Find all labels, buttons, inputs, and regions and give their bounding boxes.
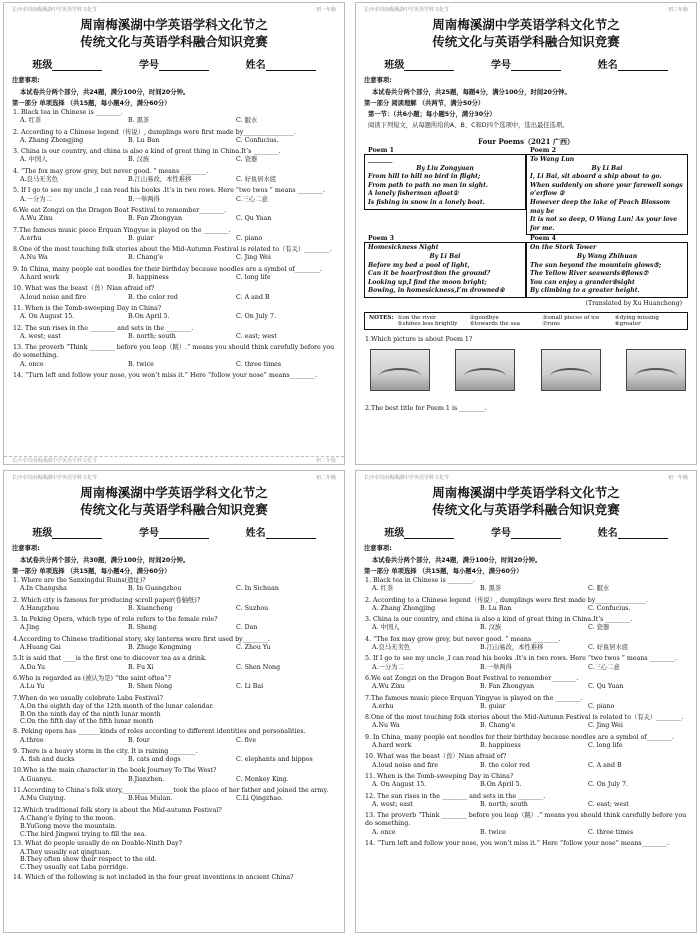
question: 9. In China, many people eat noodles for their birthday because noodles are a symbol of________. <box>365 733 674 741</box>
question: 4. “The fox may grow grey, but never good. ” means ________. <box>13 167 209 175</box>
answer-options <box>356 585 696 593</box>
answer-options <box>356 801 696 809</box>
option-picture-a[interactable] <box>370 349 430 391</box>
answer-option[interactable]: B. Chang’e <box>128 254 164 262</box>
part-title: 第一部分 阅读理解 （共两节，满分50分） <box>364 100 485 107</box>
answer-option[interactable]: C. On July 7. <box>236 313 276 321</box>
notes-box: NOTES: ①on the river ②goodbye ③small pieces of ice ④dying missing ⑤shines less brightly ⑥towards the sea ⑦runs ⑧greater <box>364 312 688 330</box>
question: 2. According to a Chinese legend（传说）, dumplings were first made by________________. <box>13 128 296 136</box>
answer-option[interactable]: C. east; west <box>588 800 629 808</box>
id-field[interactable] <box>511 538 561 539</box>
answer-option[interactable]: C. Monkey King. <box>236 775 289 783</box>
answer-option[interactable]: B. guiar <box>128 234 154 242</box>
answer-options <box>4 235 344 243</box>
notice-text: 本试卷共分两个部分，共25题，每题4分，满分100分，时间20分钟。 <box>372 89 571 96</box>
answer-option[interactable]: A.Nu Wa <box>372 722 400 730</box>
question: 4.According to Chinese traditional story, sky lanterns were first used by________. <box>13 635 270 643</box>
answer-option[interactable]: A. west; east <box>372 800 413 808</box>
answer-option[interactable]: B. north; south <box>480 800 528 808</box>
answer-option[interactable]: C.三心二意 <box>588 663 620 671</box>
answer-option[interactable]: B. twice <box>480 828 506 836</box>
answer-option[interactable]: A.erhu <box>372 702 394 710</box>
answer-options <box>4 176 344 184</box>
page-header <box>4 3 344 13</box>
answer-option[interactable]: A. once <box>372 828 396 836</box>
id-field[interactable] <box>159 538 209 539</box>
answer-option[interactable]: B. cats and dogs <box>128 756 181 764</box>
answer-option[interactable]: B.On the ninth day of the ninth lunar month <box>20 710 161 718</box>
answer-option[interactable]: C. 好鱼居水底 <box>236 176 277 184</box>
answer-option[interactable]: B. Zhuge Kongming <box>128 644 192 652</box>
answer-option[interactable]: A.Chang’e flying to the moon. <box>20 814 116 822</box>
student-info: 班级 学号 姓名 <box>366 524 686 539</box>
page-header: 长沙市周南梅溪湖中学英语学科文化节 初三年级 <box>364 7 688 13</box>
answer-options <box>4 683 344 691</box>
answer-options <box>356 781 696 789</box>
name-field[interactable] <box>266 538 316 539</box>
answer-option[interactable]: C. In Sichuan <box>236 585 279 593</box>
question-list <box>356 577 696 848</box>
question: 3. In Peking Opera, which type of role refers to the female role? <box>13 616 218 624</box>
answer-option[interactable]: C. elephants and hippos <box>236 756 313 764</box>
answer-option[interactable]: C. Confucius. <box>588 604 631 612</box>
question: 6.We eat Zongzi on the Dragon Boat Festival to remember________. <box>13 206 227 214</box>
student-info: 班级 学号 姓名 <box>14 56 334 71</box>
answer-option[interactable]: C. three times <box>236 360 282 368</box>
question: 7.The famous music piece Erquan Yingyue is played on the ________. <box>365 694 583 702</box>
question: 14. “Turn left and follow your nose, you won’t miss it.” Here “follow your nose” means________. <box>13 372 317 380</box>
answer-options <box>4 605 344 613</box>
answer-options <box>356 829 696 837</box>
answer-options <box>356 605 696 613</box>
answer-option[interactable]: A.Wu Zixu <box>372 683 405 691</box>
answer-option[interactable]: B. Shen Nong <box>128 683 173 691</box>
answer-option[interactable]: A.They usually eat qingtuan. <box>20 848 112 856</box>
answer-options <box>356 644 696 652</box>
answer-options <box>356 683 696 691</box>
answer-option[interactable]: B. Lu Ban <box>128 136 160 144</box>
answer-option[interactable]: A. once <box>20 360 44 368</box>
answer-option[interactable]: C. Zhou Yu <box>236 644 271 652</box>
question: 6.We eat Zongzi on the Dragon Boat Festival to remember________. <box>365 674 579 682</box>
answer-option[interactable]: C.Li Qingzhao. <box>236 795 283 803</box>
part-title: 第一部分 单项选择 （共15题，每小题4分，满分60分） <box>364 568 523 575</box>
answer-option[interactable]: C. A and B <box>236 293 270 301</box>
answer-option[interactable]: B. guiar <box>480 702 506 710</box>
answer-option[interactable]: A.Lu Yu <box>20 683 45 691</box>
page-header: 长沙市周南梅溪湖中学英语学科文化节 初二年级 <box>12 475 336 481</box>
answer-option[interactable]: B. Fu Xi <box>128 663 154 671</box>
answer-option[interactable]: B.一举两得 <box>480 663 512 671</box>
answer-option[interactable]: B. Xuancheng <box>128 604 173 612</box>
question: 12.Which traditional folk story is about the Mid-autumn Festival? <box>13 806 222 814</box>
answer-option[interactable]: C. Jing Wei <box>588 722 623 730</box>
question: 13. The proverb “Think ________ before you leap（跳）.” means you should think carefully before you do something. <box>13 344 335 360</box>
student-info: 班级 学号 姓名 <box>14 524 334 539</box>
answer-options <box>4 737 344 745</box>
answer-option[interactable]: B. 汉族 <box>128 156 150 164</box>
answer-option[interactable]: C. east; west <box>236 332 277 340</box>
answer-options <box>4 333 344 341</box>
answer-option[interactable]: B.江山易改，本性难移 <box>128 176 192 184</box>
answer-option[interactable]: B. happiness <box>480 742 521 750</box>
question: 5. If I go to see my uncle ,I can read his books .It’s in two rows. Here “two twos ” means ________. <box>13 187 325 195</box>
notice-title: 注意事项: <box>364 545 392 552</box>
question: 11. When is the Tomb-sweeping Day in China? <box>365 772 514 780</box>
answer-option[interactable]: B.YuGong move the mountain. <box>20 822 117 830</box>
question: 5. If I go to see my uncle ,I can read his books .It’s in two rows. Here “two twos ” means ________. <box>365 655 677 663</box>
question: 3. China is our country, and china is also a kind of great thing in China.It’s ________. <box>13 148 281 156</box>
question-list <box>4 577 344 882</box>
section-title: 第一节：（共6小题；每小题5分，满分30分） <box>368 111 496 118</box>
answer-option[interactable]: A.loud noise and fire <box>20 293 87 301</box>
answer-option[interactable]: B.On April 5. <box>480 781 522 789</box>
directions: 阅读下列短文，从每题所给的A、B、C和D四个选项中，选出最佳选项。 <box>368 122 569 129</box>
option-picture-d[interactable] <box>626 349 686 391</box>
answer-option[interactable]: C.The bird Jingwei trying to fill the sea. <box>20 830 147 838</box>
answer-options <box>4 137 344 145</box>
question: 7.The famous music piece Erquan Yingyue is played on the ________. <box>13 226 231 234</box>
answer-option[interactable]: B. Fan Zhongyan <box>128 215 183 223</box>
answer-option[interactable]: A. 红茶 <box>20 117 42 125</box>
option-picture-b[interactable] <box>455 349 515 391</box>
answer-option[interactable]: B. 汉族 <box>480 624 502 632</box>
answer-option[interactable]: A. Zhang Zhongjing <box>20 136 84 144</box>
answer-option[interactable]: C. Li Bai <box>236 683 264 691</box>
question: 12. The sun rises in the ________ and sets in the ________. <box>13 324 194 332</box>
page-footer: 长沙市周南梅溪湖中学英语学科文化节 初二年级 <box>4 456 344 464</box>
translator-credit: (Translated by Xu Huanchong) <box>585 299 682 307</box>
answer-option[interactable]: C. Jing Wei <box>236 254 271 262</box>
answer-option[interactable]: A.良马无劣色 <box>20 176 59 184</box>
answer-option[interactable]: B. 黑茶 <box>480 585 502 593</box>
answer-options <box>4 795 344 803</box>
class-field[interactable] <box>404 70 454 71</box>
id-field[interactable] <box>159 70 209 71</box>
answer-option[interactable]: A. 中国人 <box>372 624 400 632</box>
answer-option[interactable]: A. On August 15. <box>372 781 427 789</box>
answer-options <box>4 117 344 125</box>
answer-option[interactable]: A.On the eighth day of the 12th month of the lunar calendar. <box>20 702 214 710</box>
part-title: 第一部分 单项选择 （共15题，每小题4分，满分60分） <box>12 100 171 107</box>
answer-option[interactable]: C.On the fifth day of the fifth lunar month <box>20 718 154 726</box>
answer-option[interactable]: C. Dan <box>236 624 258 632</box>
notice-text: 本试卷共分两个部分，共24题，满分100分，时间20分钟。 <box>20 89 190 96</box>
id-field[interactable] <box>511 70 561 71</box>
answer-options <box>356 742 696 750</box>
question: 3. China is our country, and china is also a kind of great thing in China.It’s ________. <box>365 616 633 624</box>
question: 12. The sun rises in the ________ and sets in the ________. <box>365 792 546 800</box>
answer-option[interactable]: C. piano <box>588 702 615 710</box>
answer-option[interactable]: C. piano <box>236 234 263 242</box>
answer-option[interactable]: C. five <box>236 736 257 744</box>
answer-option[interactable]: C. Qu Yuan <box>588 683 624 691</box>
question: 1.Which picture is about Poem 1? <box>365 335 473 343</box>
question: 10.Who is the main character in the book Journey To The West? <box>13 767 217 775</box>
answer-option[interactable]: B.一举两得 <box>128 195 160 203</box>
answer-option[interactable]: A. 红茶 <box>372 585 394 593</box>
answer-option[interactable]: A.hard work <box>372 742 412 750</box>
answer-option[interactable]: B.江山易改，本性难移 <box>480 644 544 652</box>
answer-option[interactable]: C. Suzhou <box>236 604 269 612</box>
answer-option[interactable]: A.良马无劣色 <box>372 644 411 652</box>
answer-option[interactable]: A.Huang Gai <box>20 644 61 652</box>
answer-option[interactable]: B. the color red <box>128 293 178 301</box>
answer-option[interactable]: A.Jing <box>20 624 40 632</box>
student-info: 班级 学号 姓名 <box>366 56 686 71</box>
answer-options <box>4 196 344 204</box>
answer-options <box>4 274 344 282</box>
name-field[interactable] <box>618 538 668 539</box>
page-title: 周南梅溪湖中学英语学科文化节之 传统文化与英语学科融合知识竞赛 <box>80 17 268 49</box>
answer-options <box>4 254 344 262</box>
question: 1. Where are the Sanxingdui Ruins(遗址)? <box>13 577 146 584</box>
header-school: 长沙市周南梅溪湖中学英语学科文化节 <box>12 7 98 13</box>
answer-options <box>4 294 344 302</box>
question: 14. Which of the following is not included in the four great inventions in ancient China? <box>13 874 294 881</box>
question: 10. What was the beast（兽）Nian afraid of? <box>365 753 507 761</box>
class-field[interactable] <box>52 538 102 539</box>
question-list <box>4 109 344 380</box>
poem-grid <box>364 147 688 298</box>
page-title: 周南梅溪湖中学英语学科文化节之 传统文化与英语学科融合知识竞赛 <box>432 17 620 49</box>
answer-option[interactable]: B. 黑茶 <box>128 117 150 125</box>
answer-option[interactable]: B. north; south <box>128 332 176 340</box>
answer-option[interactable]: B. In Guangzhou <box>128 585 182 593</box>
name-field[interactable] <box>266 70 316 71</box>
question: 11. When is the Tomb-sweeping Day in China? <box>13 304 162 312</box>
answer-option[interactable]: C. three times <box>588 828 634 836</box>
answer-option[interactable]: C. 瓷器 <box>236 156 258 164</box>
class-field[interactable] <box>52 70 102 71</box>
answer-option[interactable]: A.hard work <box>20 274 60 282</box>
question: 10. What was the beast（兽）Nian afraid of? <box>13 285 155 293</box>
answer-option[interactable]: A. 中国人 <box>20 156 48 164</box>
notice-title: 注意事项: <box>12 77 40 84</box>
answer-option[interactable]: B. Fan Zhongyan <box>480 683 535 691</box>
answer-option[interactable]: B.Hua Mulan. <box>128 795 173 803</box>
option-picture-c[interactable] <box>541 349 601 391</box>
question: 7.When do we usually celebrate Laba Festival? <box>13 694 163 702</box>
question: 1. Black tea in Chinese is ________. <box>13 109 123 116</box>
answer-options <box>356 703 696 711</box>
poem-3: Poem 3 Homesickness Night By Li Bai Before my bed a pool of light, Can it be hoarfrost③on the ground? Looking up,I find the moon bright; Bowing, in homesickness,I’m drowned④ <box>364 235 526 298</box>
answer-option[interactable]: A.loud noise and fire <box>372 761 439 769</box>
answer-option[interactable]: B. Sheng <box>128 624 157 632</box>
question: 13. The proverb “Think ________ before you leap（跳）.” means you should think carefully before you do something. <box>365 812 687 828</box>
answer-options <box>4 215 344 223</box>
question: 8. Peking opera has _______kinds of roles according to different identities and personalities. <box>13 728 306 736</box>
answer-options <box>356 722 696 730</box>
answer-option[interactable]: B. the color red <box>480 761 530 769</box>
answer-option[interactable]: C. 服水 <box>236 117 258 125</box>
answer-option[interactable]: C. A and B <box>588 761 622 769</box>
answer-option[interactable]: C. long life <box>236 274 271 282</box>
notice-text: 本试卷共分两个部分，共30题，满分100分，时间20分钟。 <box>20 557 190 564</box>
question: 9. There is a heavy storm in the city. It is raining ________. <box>13 747 198 755</box>
answer-option[interactable]: A. west; east <box>20 332 61 340</box>
question: 13. What do people usually do on Double-Ninth Day? <box>13 840 183 848</box>
answer-option[interactable]: B.They often show their respect to the old. <box>20 856 157 864</box>
answer-options <box>4 313 344 321</box>
answer-option[interactable]: C. long life <box>588 742 623 750</box>
answer-option[interactable]: A.Mu Guiying. <box>20 795 66 803</box>
answer-option[interactable]: C. Qu Yuan <box>236 215 272 223</box>
answer-options <box>356 624 696 632</box>
question: 1. Black tea in Chinese is ________. <box>365 577 475 584</box>
answer-option[interactable]: C. On July 7. <box>588 781 628 789</box>
answer-option[interactable]: A.Guanyu. <box>20 775 54 783</box>
question: 11.According to China’s folk story,________________took the place of her father and joined the army. <box>13 787 329 795</box>
answer-option[interactable]: B. happiness <box>128 274 169 282</box>
question: 4. “The fox may grow grey, but never good. ” means ________. <box>365 635 561 643</box>
page-header: 长沙市周南梅溪湖中学英语学科文化节 初一年级 <box>364 475 688 481</box>
answer-option[interactable]: B. Lu Ban <box>480 604 512 612</box>
answer-option[interactable]: C. 服水 <box>588 585 610 593</box>
answer-option[interactable]: B.On April 5. <box>128 313 170 321</box>
exam-page-grade8 <box>3 470 345 933</box>
answer-options <box>356 762 696 770</box>
answer-option[interactable]: C. Confucius. <box>236 136 279 144</box>
question: 5.It is said that ____is the first one to discover tea as a drink. <box>13 655 207 663</box>
question: 8.One of the most touching folk stories about the Mid-Autumn Festival is related to（有关）________. <box>13 246 332 254</box>
answer-options <box>4 776 344 784</box>
notice-title: 注意事项: <box>12 545 40 552</box>
picture-options <box>370 349 686 391</box>
answer-option[interactable]: A.Da Yu <box>20 663 46 671</box>
answer-options <box>4 585 344 593</box>
class-field[interactable] <box>404 538 454 539</box>
exam-page-grade7 <box>3 2 345 465</box>
question: 2. According to a Chinese legend（传说）, dumplings were first made by________________. <box>365 596 648 604</box>
answer-options <box>4 664 344 672</box>
answer-option[interactable]: A.一分为二 <box>20 195 52 203</box>
answer-option[interactable]: A.一分为二 <box>372 663 404 671</box>
answer-option[interactable]: A.Hangzhou <box>20 604 60 612</box>
notice-title: 注意事项: <box>364 77 392 84</box>
answer-option[interactable]: A.three <box>20 736 44 744</box>
question: 2. Which city is famous for producing scroll paper(卷轴纸)? <box>13 596 201 604</box>
answer-options <box>4 624 344 632</box>
poem-2: Poem 2 To Wang Lun By Li Bai I, Li Bai, sit aboard a ship about to go. When suddenly on shore your farewell songs o’erflow ② However deep the lake of Peach Blossom may be It is not so deep, O Wang Lun! As your love for me. <box>526 147 688 235</box>
answer-options <box>4 156 344 164</box>
answer-option[interactable]: A.Wu Zixu <box>20 215 53 223</box>
answer-option[interactable]: B. four <box>128 736 150 744</box>
answer-options <box>4 756 344 764</box>
answer-option[interactable]: A. fish and ducks <box>20 756 75 764</box>
answer-option[interactable]: B.Jianzhen. <box>128 775 165 783</box>
answer-options <box>356 664 696 672</box>
answer-option[interactable]: C.They usually eat Laba porridge. <box>20 864 129 872</box>
header-grade: 初一年级 <box>315 7 336 13</box>
answer-option[interactable]: C. 瓷器 <box>588 624 610 632</box>
answer-option[interactable]: A. On August 15. <box>20 313 75 321</box>
answer-option[interactable]: A.In Changsha <box>20 585 67 593</box>
answer-option[interactable]: C. Shen Nong <box>236 663 281 671</box>
notice-text: 本试卷共分两个部分，共24题，满分100分，时间20分钟。 <box>372 557 542 564</box>
question: 9. In China, many people eat noodles for their birthday because noodles are a symbol of________. <box>13 265 322 273</box>
answer-option[interactable]: C. 好鱼居水底 <box>588 644 629 652</box>
answer-options <box>4 361 344 369</box>
exam-page-grade7-copy <box>355 470 697 933</box>
answer-option[interactable]: A. Zhang Zhongjing <box>372 604 436 612</box>
answer-option[interactable]: A.erhu <box>20 234 42 242</box>
answer-option[interactable]: A.Nu Wa <box>20 254 48 262</box>
answer-option[interactable]: B. twice <box>128 360 154 368</box>
name-field[interactable] <box>618 70 668 71</box>
answer-options <box>4 644 344 652</box>
exam-page-grade9 <box>355 2 697 465</box>
page-title: 周南梅溪湖中学英语学科文化节之 传统文化与英语学科融合知识竞赛 <box>432 485 620 517</box>
part-title: 第一部分 单项选择 （共15题，每小题4分，满分60分） <box>12 568 171 575</box>
question: 8.One of the most touching folk stories about the Mid-Autumn Festival is related to（有关）________. <box>365 714 684 722</box>
poem-4: Poem 4 On the Stork Tower By Wang Zhihuan The sun beyond the mountain glows⑤; The Yellow River seawards⑥flows⑦ You can enjoy a grander⑧sight By climbing to a greater height. <box>526 235 688 298</box>
question: 14. “Turn left and follow your nose, you won’t miss it.” Here “follow your nose” means________. <box>365 840 669 848</box>
answer-option[interactable]: C.三心二意 <box>236 195 268 203</box>
poem-1: Poem 1 ________ By Liu Zongyuan From hill to hill no bird in flight; From path to path no man in sight. A lonely fisherman afloat① Is fishing in snow in a lonely boat. <box>364 147 526 235</box>
answer-option[interactable]: B. Chang’e <box>480 722 516 730</box>
question: 6.Who is regarded as (被认为是) “the saint oftea”? <box>13 674 171 682</box>
poems-title: Four Poems（2021 广西） <box>478 137 574 146</box>
page-title: 周南梅溪湖中学英语学科文化节之 传统文化与英语学科融合知识竞赛 <box>80 485 268 517</box>
question: 2.The best title for Poem 1 is ________. <box>365 405 487 413</box>
